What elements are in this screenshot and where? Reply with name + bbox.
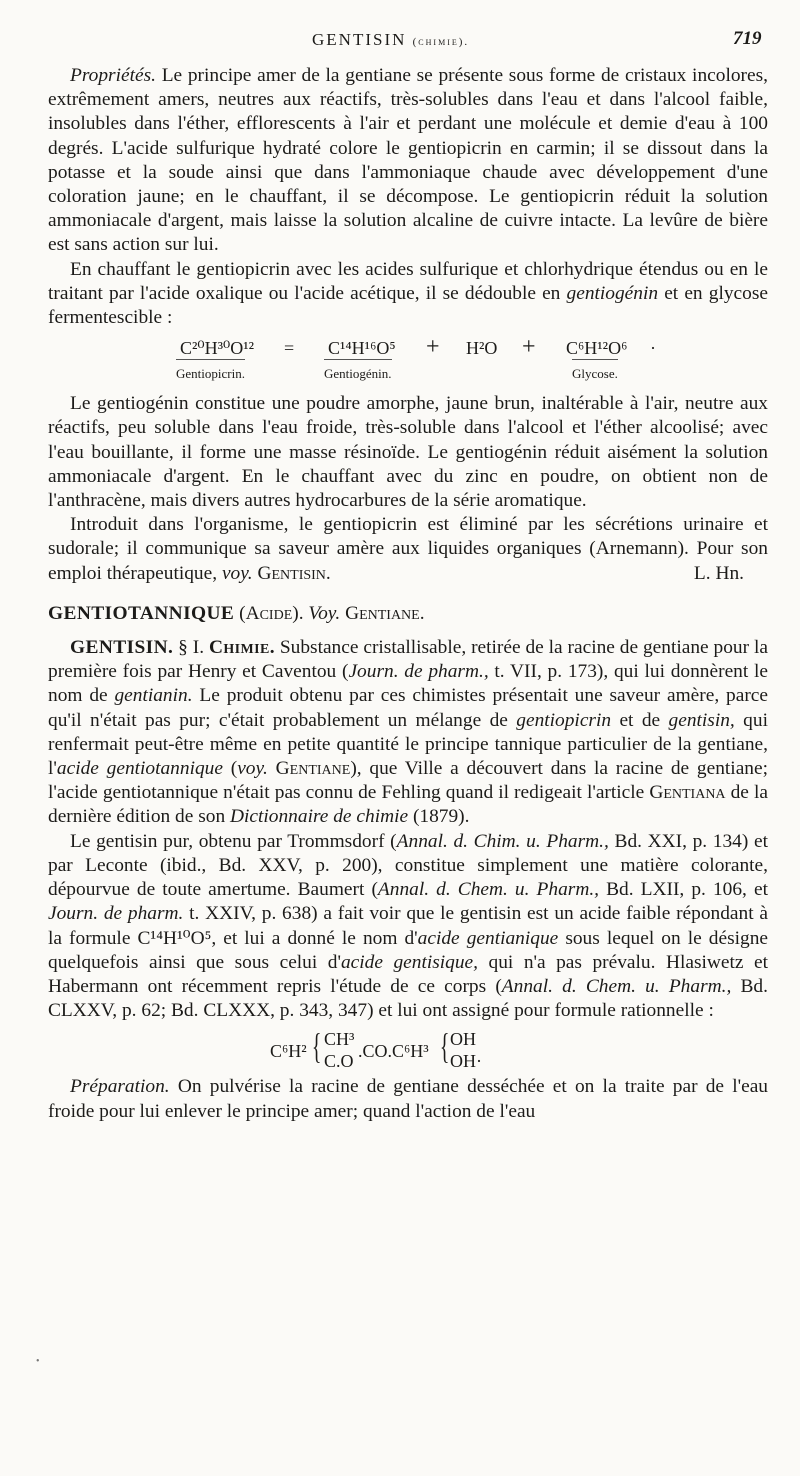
paragraph-text: Introduit dans l'organisme, le gentiopicrin est éliminé par les sécrétions urinaire et sudorale; il communique sa saveur amère aux liquides organiques (Arnemann). Pour son emploi thérapeutique,: [48, 514, 768, 584]
paragraph-text: Le gentiogénin constitue une poudre amorphe, jaune brun, inaltérable à l'air, neutre aux réactifs, peu soluble dans l'eau froide, très-soluble dans l'alcool et l'éther alcoolisé; avec l'eau bouillante, il forme une masse résinoïde. Le gentiogénin réduit aisément la solution ammoniacale d'argent. En le chauffant avec du zinc en poudre, on obtient non de l'anthracène, mais divers autres hydrocarbures de la série aromatique.: [48, 393, 768, 512]
text-run: (1879).: [412, 806, 470, 828]
equation-plus: +: [522, 334, 536, 361]
label-gentiopicrin: Gentiopicrin.: [176, 366, 245, 382]
label-glycose: Glycose.: [572, 366, 618, 382]
text-run: Substance cristallisable, retirée de la racine de gentiane pour la première fois par Henry et Caventou (: [48, 637, 768, 683]
running-title: GENTISIN: [312, 30, 407, 49]
text-run: ), que Ville a découvert dans la racine de gentiane; l'acide gentiotannique n'était pas connu de Fehling quand il redigeait l'article: [48, 758, 768, 804]
citation: Journ. de pharm.,: [348, 661, 489, 683]
formula-right-bottom: OH·: [450, 1051, 482, 1072]
citation: Journ. de pharm.: [48, 903, 184, 925]
text-run: et de: [619, 709, 661, 731]
section-label: Propriétés.: [70, 65, 156, 86]
spacer: [52, 586, 768, 602]
text-run: (: [230, 758, 238, 780]
label-gentiogenin: Gentiogénin.: [324, 366, 392, 382]
paragraph-gentisin-pur: [48, 830, 768, 1024]
formula-right-top: OH: [450, 1029, 476, 1050]
citation: Annal. d. Chem. u. Pharm.,: [501, 975, 732, 997]
running-section: (chimie).: [412, 36, 470, 48]
equation-product-3: C⁶H¹²O⁶: [566, 338, 628, 359]
cross-reference: Gentiana: [649, 782, 726, 804]
italic-term: gentiopicrin: [516, 709, 612, 731]
italic-term: gentisin,: [668, 709, 735, 731]
entry-headword: GENTISIN.: [70, 637, 174, 659]
cross-reference: Gentiane.: [345, 602, 425, 624]
chemical-equation: [52, 334, 768, 392]
section-mark: § I.: [178, 637, 205, 659]
paragraph-text: et en glycose fermentescible :: [48, 282, 768, 329]
citation: Dictionnaire de chimie: [230, 806, 409, 828]
formula-top: CH³: [324, 1029, 355, 1050]
formula-base: C⁶H²: [270, 1041, 307, 1062]
cross-reference: Gentiane: [275, 758, 351, 780]
equation-end: ·: [650, 338, 656, 359]
paragraph-preparation: [48, 1075, 768, 1123]
text-run: Bd. CLXXV, p. 62; Bd. CLXXX, p. 343, 347) et lui ont assigné pour formule rationnelle :: [48, 975, 768, 1022]
text-run: qui renfermait peut-être même en petite quantité le principe tannique particulier de la gentiane, l': [48, 709, 768, 780]
spacer: [52, 626, 768, 636]
formula-brace: {: [439, 1026, 450, 1067]
italic-term: acide gentiotannique: [56, 758, 223, 780]
text-run: Bd. XXI, p. 134) et par Leconte (ibid., Bd. XXV, p. 200), constitue simplement une matière colorante, dépourvue de toute amertume. Baumert (: [48, 830, 768, 901]
equation-reactant: C²⁰H³⁰O¹²: [180, 338, 255, 359]
paragraph-dedoublement: [48, 258, 768, 331]
page-number: 719: [733, 28, 762, 49]
text-run: Bd. LXII, p. 106, et: [606, 879, 768, 901]
entry-qualifier: (Acide).: [239, 602, 304, 624]
author-signature: L. Hn.: [693, 562, 744, 584]
rational-formula: [52, 1026, 768, 1073]
voy-ref: Voy.: [308, 602, 341, 624]
text-run: de la dernière édition de son: [48, 782, 768, 828]
italic-term: acide gentisique,: [340, 951, 479, 973]
text-run: t. XXIV, p. 638) a fait voir que le gentisin est un acide faible répondant à la formule C¹⁴H¹⁰O⁵, et lui a donné le nom d': [48, 903, 768, 949]
italic-term: gentianin.: [114, 685, 193, 707]
paragraph-gentiogenin: [48, 392, 768, 513]
italic-term: gentiogénin: [566, 282, 659, 304]
paragraph-text: Le principe amer de la gentiane se présente sous forme de cristaux incolores, extrêmement amers, neutres aux réactifs, très-solubles dans l'eau et dans l'alcool faible, insolubles dans l'éther, efflorescents à l'air et perdant une molécule et demie d'eau à 100 degrés. L'acide sulfurique hydraté colore le gentiopicrin en carmin; il se dissout dans la potasse et la soude ainsi que dans l'ammoniaque chaude avec développement d'une coloration jaune; en le chauffant, il se décompose. Le gentiopicrin réduit la solution ammoniacale d'argent, mais laisse la solution alcaline de cuivre intacte. La levûre de bière est sans action sur lui.: [48, 65, 768, 256]
entry-headword: GENTIOTANNIQUE: [48, 602, 235, 624]
entry-gentiotannique: [48, 602, 768, 626]
paragraph-proprietes: [48, 64, 768, 258]
formula-bottom: C.O: [324, 1051, 354, 1072]
speck: •: [36, 1356, 40, 1367]
article-body: [48, 64, 768, 1124]
running-header: [312, 30, 469, 50]
text-run: Le gentisin pur, obtenu par Trommsdorf (: [70, 830, 397, 852]
citation: Annal. d. Chim. u. Pharm.,: [396, 830, 609, 852]
equation-plus: +: [426, 334, 440, 361]
entry-gentisin: [48, 636, 768, 830]
text-run: sous lequel on le désigne quelquefois ainsi que sous celui d': [48, 927, 768, 973]
paragraph-text: On pulvérise la racine de gentiane desséchée et on la traite par de l'eau froide pour lui enlever le principe amer; quand l'action de l'eau: [48, 1076, 768, 1122]
voy-ref: voy.: [237, 758, 268, 780]
text-run: qui n'a pas prévalu. Hlasiwetz et Habermann ont récemment repris l'étude de ce corps (: [48, 951, 768, 997]
cross-reference: Gentisin.: [257, 562, 331, 584]
paragraph-text: En chauffant le gentiopicrin avec les acides sulfurique et chlorhydrique étendus ou en le traitant par l'acide oxalique ou l'acide acétique, il se dédouble en: [48, 258, 768, 304]
text-run: t. VII, p. 173), qui lui donnèrent le nom de: [48, 661, 768, 707]
formula-middle: .CO.C⁶H³: [358, 1041, 429, 1062]
citation: Annal. d. Chem. u. Pharm.,: [377, 879, 600, 901]
equation-product-2: H²O: [466, 338, 498, 359]
italic-term: acide gentianique: [417, 927, 559, 949]
section-label: Préparation.: [70, 1076, 170, 1098]
voy-ref: voy.: [221, 562, 253, 584]
equation-product-1: C¹⁴H¹⁶O⁵: [328, 338, 396, 359]
section-name: Chimie.: [208, 637, 275, 659]
formula-brace: {: [311, 1026, 322, 1067]
text-run: Le produit obtenu par ces chimistes présentait une saveur amère, parce qu'il n'était pas pur; c'était probablement un mélange de: [48, 685, 768, 731]
equation-equals: =: [284, 338, 295, 359]
paragraph-elimination: [48, 513, 768, 586]
